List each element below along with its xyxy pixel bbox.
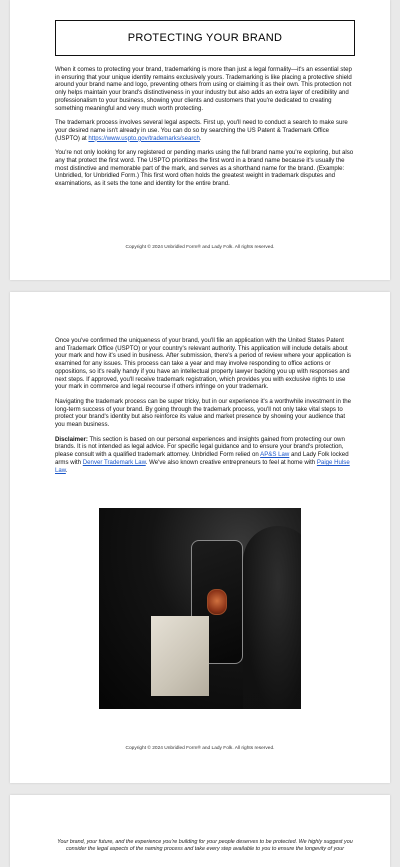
disclaimer-text-2: and Lady Folk locked arms with (55, 451, 349, 466)
copyright-notice-2: Copyright © 2024 Unbridled Form® and Lady Folk. All rights reserved. (125, 746, 275, 751)
document-page-3 (10, 795, 390, 867)
page-title (55, 20, 355, 56)
closing-paragraph: Your brand, your future, and the experience you're building for your people deserves to be protected. We highly suggest you consider the legal aspects of the naming process and take every step available to you to ensure the longevity of your (57, 839, 353, 852)
document-page-1 (10, 0, 390, 280)
disclaimer-label: Disclaimer: (55, 435, 88, 443)
photo-business-card (151, 616, 209, 696)
paragraph-search-end: . (199, 134, 202, 142)
disclaimer-text-3: . We've also known creative entrepreneurs to feel at home with (145, 458, 317, 466)
phone-logo-icon (207, 589, 227, 615)
paragraph-intro: When it comes to protecting your brand, trademarking is more than just a legal formality—it's an essential step in ensuring that your unique identity remains exclusively yours. Trademarking is like placing a protective shield around your brand name and logo, preventing others from using or claiming it as their own. This protection not only helps maintain your brand's distinctiveness in your industry but also adds an extra layer of credibility and professionalism to your business, showing your clients and customers that you're dedicated to creating something meaningful and very much worth protecting. (55, 66, 352, 112)
aps-law-link[interactable]: AP&S Law (260, 451, 290, 459)
paragraph-search-text: The trademark process involves several legal aspects. First up, you'll need to conduct a search to make sure your desired name isn't already in use. You can do so by searching the US Patent & Trademark Office (USPTO) at (55, 119, 348, 142)
paragraph-first-word: You're not only looking for any registered or pending marks using the full brand name you're exploring, but also any that protect the first word. The USPTO prioritizes the first word in a brand name because it's usually the most distinctive and memorable part of the mark, and serves as a shorthand name for the brand. (Example: Unbridled, for Unbridled Form.) This first word often holds the greatest weight in trademark disputes and examinations, as it sets the tone and identity for the entire brand. (55, 149, 354, 188)
photo-figure-silhouette (243, 526, 301, 709)
page-title-text: PROTECTING YOUR BRAND (127, 32, 283, 44)
disclaimer-text-1: This section is based on our personal experiences and insights gained from protecting our own brands. It is not intended as legal advice. For specific legal guidance and to ensure your brand's protection, please consult with a qualified trademark attorney. Unbridled Form relied on (55, 435, 345, 459)
document-page-2 (10, 292, 390, 783)
copyright-notice: Copyright © 2024 Unbridled Form® and Lady Folk. All rights reserved. (125, 245, 275, 250)
denver-trademark-law-link[interactable]: Denver Trademark Law (82, 458, 146, 466)
paragraph-search (55, 119, 355, 142)
paragraph-navigating: Navigating the trademark process can be super tricky, but in our experience it's a worthwhile investment in the long-term success of your brand. By going through the trademark process, you'll not only take vital steps to protect your brand's identity but also reinforce its value and market presence by showing your audience that you mean business. (55, 397, 352, 429)
paragraph-disclaimer (55, 436, 355, 475)
uspto-search-link[interactable]: https://www.uspto.gov/trademarks/search (88, 134, 200, 142)
disclaimer-text-4: . (65, 466, 68, 474)
paragraph-application: Once you've confirmed the uniqueness of your brand, you'll file an application with the United States Patent and Trademark Office (USPTO) or your country's relevant authority. This application will include details about your mark and how it's used in business. After submission, there's a period of review where your application is examined for any issues. This process can take a year and may involve responding to office actions or oppositions, so it's really handy if you have an intellectual property lawyer backing you up with responses and next steps. If approved, you'll receive trademark registration, which provides you with exclusive rights to use your mark in commerce and legal recourse if others infringe on your trademark. (55, 337, 351, 391)
paige-hulse-law-link[interactable]: Paige Hulse Law (55, 458, 350, 474)
page-2-body (55, 337, 355, 481)
page-1-body (55, 66, 355, 195)
brand-photo (99, 508, 301, 709)
